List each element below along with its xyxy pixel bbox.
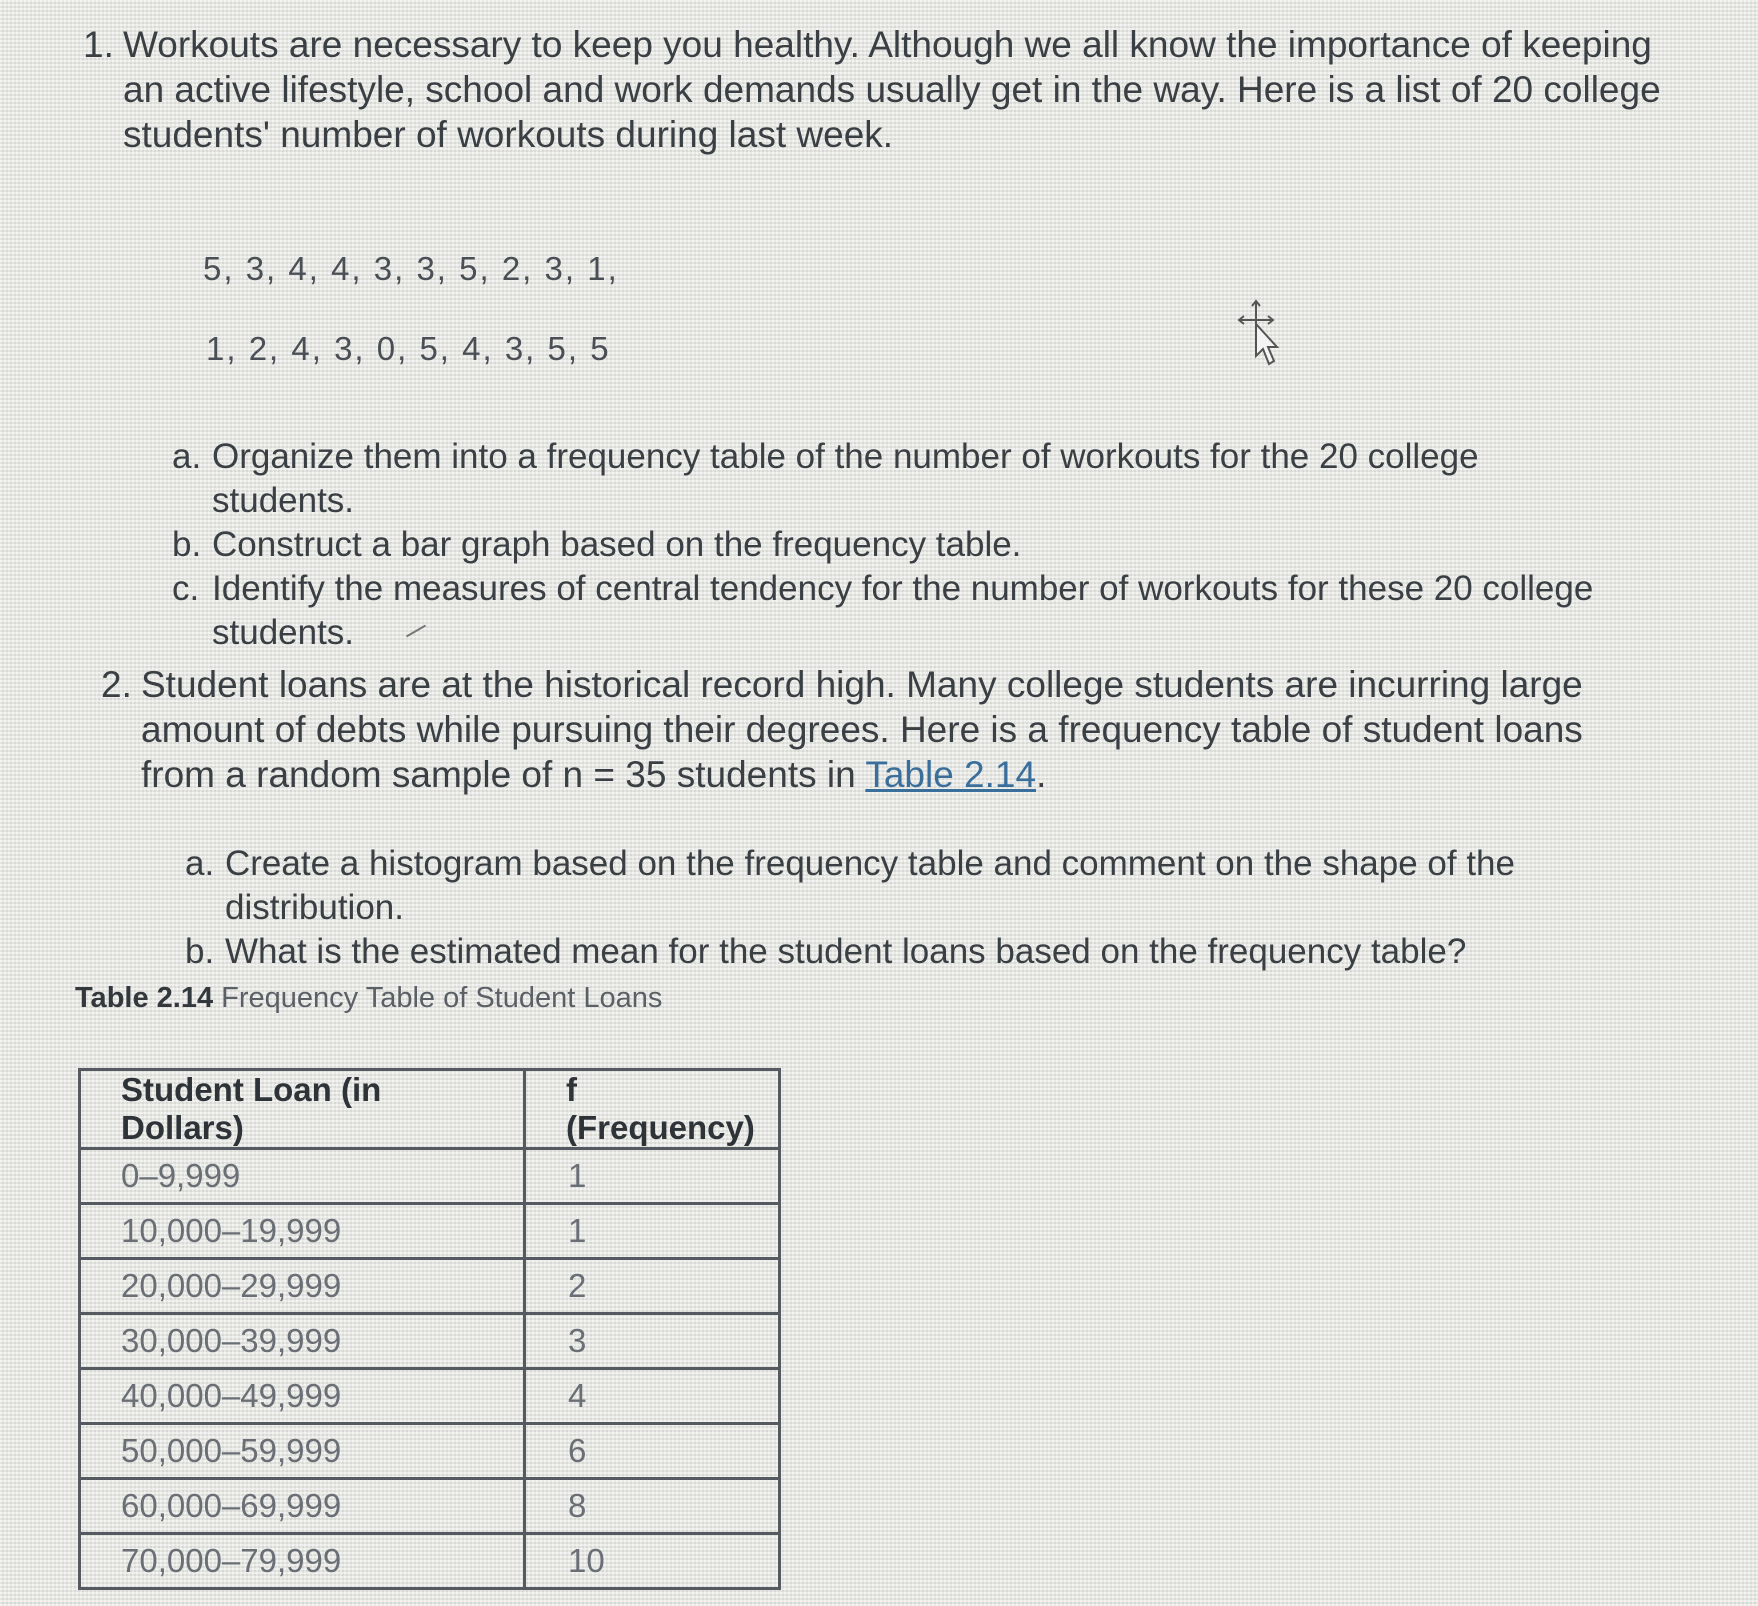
part-text: Create a histogram based on the frequency table and comment on the shape of the distribution. (225, 844, 1515, 927)
question-2-text (141, 662, 1661, 797)
workout-data-line-1: 5, 3, 4, 4, 3, 3, 5, 2, 3, 1, (203, 250, 619, 287)
loan-range-cell: 60,000–69,999 (80, 1479, 525, 1534)
question-2-parts (185, 842, 1665, 974)
loan-range-cell: 0–9,999 (80, 1149, 525, 1204)
frequency-cell: 3 (525, 1314, 780, 1369)
part-text: Construct a bar graph based on the frequency table. (212, 525, 1022, 564)
loan-range-cell: 20,000–29,999 (80, 1259, 525, 1314)
question-2-end: . (1036, 754, 1047, 795)
question-1-text: Workouts are necessary to keep you healthy. Although we all know the importance of keeping an active lifestyle, school and work demands usually get in the way. Here is a list of 20 college students' number of workouts during last week. (123, 24, 1661, 155)
table-row (80, 1369, 780, 1424)
frequency-cell: 10 (525, 1534, 780, 1589)
question-1-part-b (172, 523, 1612, 567)
loan-range-cell: 50,000–59,999 (80, 1424, 525, 1479)
table-row (80, 1314, 780, 1369)
table-header-row (80, 1070, 780, 1149)
move-cursor-icon (1232, 298, 1280, 377)
frequency-cell: 8 (525, 1479, 780, 1534)
table-caption (75, 982, 662, 1015)
loan-range-cell: 30,000–39,999 (80, 1314, 525, 1369)
table-caption-label: Table 2.14 (75, 982, 214, 1014)
question-1-part-c (172, 567, 1612, 655)
frequency-cell: 2 (525, 1259, 780, 1314)
part-label: a. (172, 437, 202, 476)
question-2-part-a (185, 842, 1665, 930)
part-text: Organize them into a frequency table of the number of workouts for the 20 college students. (212, 437, 1479, 520)
question-1-number: 1. (83, 24, 114, 65)
question-2-body: Student loans are at the historical record high. Many college students are incurring large amount of debts while pursuing their degrees. Here is a frequency table of student loans from a random sample of n = 35 students in (141, 664, 1583, 795)
table-row (80, 1479, 780, 1534)
frequency-cell: 1 (525, 1149, 780, 1204)
frequency-table (78, 1068, 781, 1590)
table-row (80, 1149, 780, 1204)
part-label: b. (185, 932, 215, 971)
question-1-part-a (172, 435, 1612, 523)
part-label: c. (172, 569, 200, 608)
part-text: What is the estimated mean for the student loans based on the frequency table? (225, 932, 1467, 971)
table-row (80, 1424, 780, 1479)
table-2-14-link[interactable]: Table 2.14 (865, 754, 1037, 795)
question-1-parts (172, 435, 1612, 655)
question-1 (83, 22, 1683, 157)
part-label: a. (185, 844, 215, 883)
loan-range-cell: 40,000–49,999 (80, 1369, 525, 1424)
workout-data-line-2: 1, 2, 4, 3, 0, 5, 4, 3, 5, 5 (206, 330, 611, 367)
table-caption-title: Frequency Table of Student Loans (221, 982, 663, 1014)
question-2-number: 2. (101, 664, 132, 705)
header-student-loan: Student Loan (in Dollars) (80, 1070, 525, 1149)
part-text: Identify the measures of central tendency for the number of workouts for these 20 college students. (212, 569, 1594, 652)
question-2 (101, 662, 1661, 797)
loan-range-cell: 10,000–19,999 (80, 1204, 525, 1259)
loan-range-cell: 70,000–79,999 (80, 1534, 525, 1589)
frequency-cell: 4 (525, 1369, 780, 1424)
table-row (80, 1259, 780, 1314)
question-2-part-b (185, 930, 1665, 974)
frequency-cell: 6 (525, 1424, 780, 1479)
table-row (80, 1534, 780, 1589)
part-label: b. (172, 525, 202, 564)
table-row (80, 1204, 780, 1259)
frequency-cell: 1 (525, 1204, 780, 1259)
header-frequency: f (Frequency) (525, 1070, 780, 1149)
